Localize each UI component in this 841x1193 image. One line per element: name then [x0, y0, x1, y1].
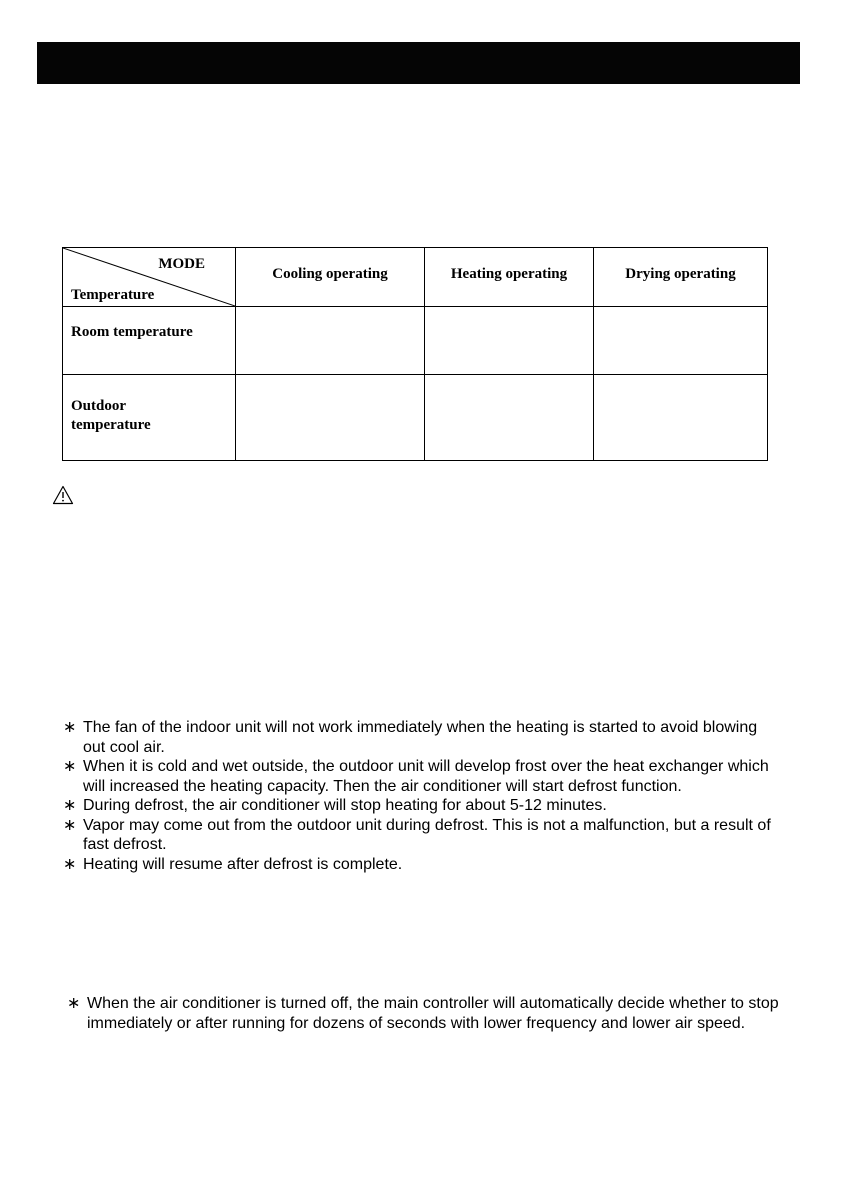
table-cell [236, 307, 425, 375]
corner-temperature-label: Temperature [71, 287, 155, 303]
table-row [63, 307, 768, 375]
row-label-outdoor-temperature: Outdoor temperature [63, 375, 236, 461]
table-cell [594, 307, 768, 375]
table-cell [425, 307, 594, 375]
list-item: ∗ During defrost, the air conditioner will stop heating for about 5-12 minutes. [63, 797, 607, 814]
section-header-bar [37, 42, 800, 84]
heating-notes-list [63, 718, 783, 874]
operating-temperature-table [62, 247, 768, 461]
row-label-room-temperature: Room temperature [63, 307, 236, 375]
table-header-row [63, 248, 768, 307]
table-cell [425, 375, 594, 461]
list-item: ∗ When it is cold and wet outside, the outdoor unit will develop frost over the heat exchanger which will increased the heating capacity. Then the air conditioner will start defrost function. [63, 758, 769, 795]
table-corner-cell [63, 248, 236, 307]
table-row [63, 375, 768, 461]
list-item: ∗ When the air conditioner is turned off, the main controller will automatically decide whether to stop immediately or after running for dozens of seconds with lower frequency and lower air speed. [67, 995, 779, 1032]
list-item: ∗ Vapor may come out from the outdoor unit during defrost. This is not a malfunction, but a result of fast defrost. [63, 816, 771, 853]
header-drying: Drying operating [594, 248, 768, 307]
list-item: ∗ The fan of the indoor unit will not work immediately when the heating is started to avoid blowing out cool air. [63, 719, 758, 756]
table-cell [236, 375, 425, 461]
header-cooling: Cooling operating [236, 248, 425, 307]
list-item: ∗ Heating will resume after defrost is complete. [63, 855, 403, 873]
warning-triangle-icon [52, 485, 74, 505]
shutdown-notes-list [67, 994, 797, 1033]
corner-mode-label: MODE [158, 256, 205, 272]
table-cell [594, 375, 768, 461]
header-heating: Heating operating [425, 248, 594, 307]
